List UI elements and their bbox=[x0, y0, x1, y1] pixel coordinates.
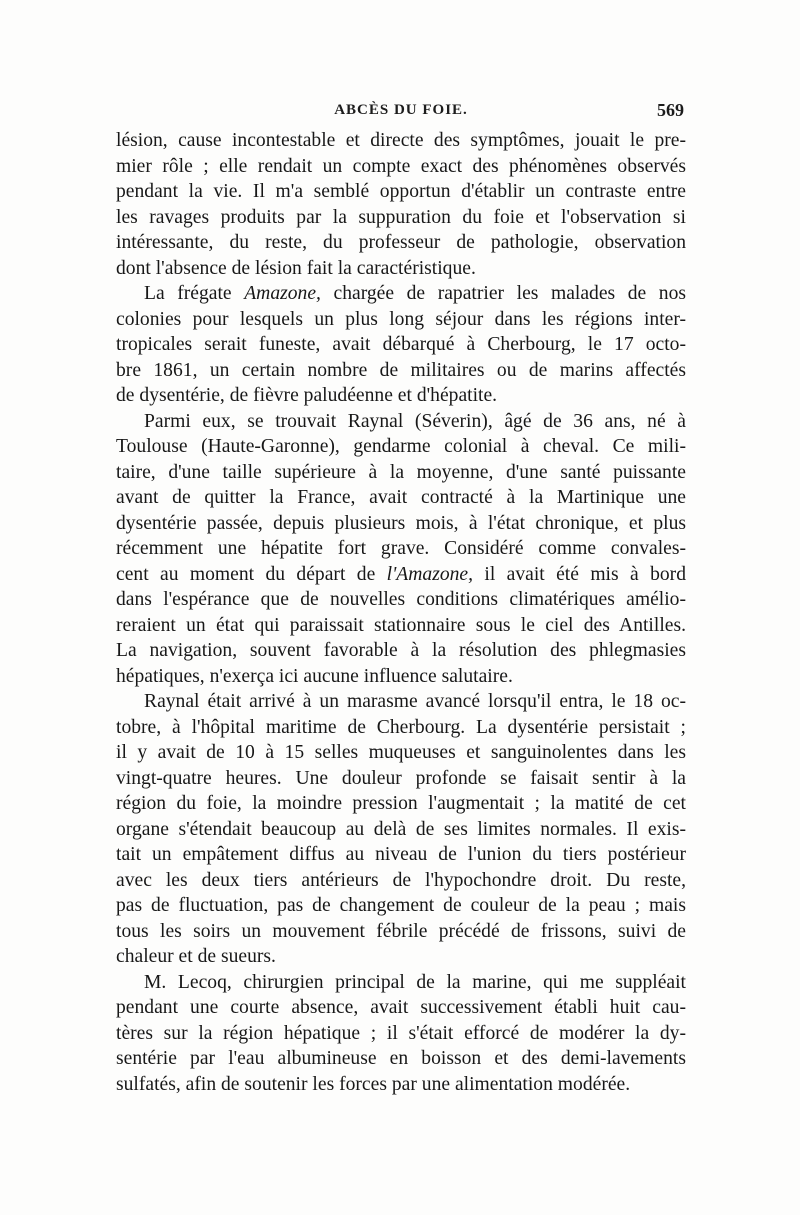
text-line: lésion, cause incontestable et directe des symptômes, jouait le pre- bbox=[116, 130, 686, 151]
page-number: 569 bbox=[657, 100, 684, 120]
text-line: tobre, à l'hôpital maritime de Cherbourg. La dysentérie persistait ; bbox=[116, 716, 686, 738]
text-line: organe s'étendait beaucoup au delà de ses limites normales. Il exis- bbox=[116, 818, 686, 840]
text-line: pendant une courte absence, avait successivement établi huit cau- bbox=[116, 997, 686, 1018]
text-segment: il avait été mis à bord bbox=[473, 563, 686, 585]
text-line: il y avait de 10 à 15 selles muqueuses et sanguinolentes dans les bbox=[116, 742, 686, 763]
paragraph bbox=[116, 281, 686, 409]
text-line: dysentérie passée, depuis plusieurs mois, à l'état chronique, et plus bbox=[116, 512, 686, 534]
text-line: Toulouse (Haute-Garonne), gendarme colonial à cheval. Ce mili- bbox=[116, 436, 686, 457]
text-line: les ravages produits par la suppuration du foie et l'observation si bbox=[116, 206, 686, 228]
text-line bbox=[116, 281, 686, 307]
text-line: colonies pour lesquels un plus long séjour dans les régions inter- bbox=[116, 308, 686, 330]
text-line: mier rôle ; elle rendait un compte exact des phénomènes observés bbox=[116, 155, 686, 177]
italic-segment: l'Amazone, bbox=[386, 563, 474, 585]
paragraph bbox=[116, 970, 686, 1098]
italic-segment: Amazone, bbox=[244, 283, 321, 304]
text-line: avec les deux tiers antérieurs de l'hypochondre droit. Du reste, bbox=[116, 869, 686, 891]
text-line: La navigation, souvent favorable à la résolution des phlegmasies bbox=[116, 640, 686, 661]
body-text bbox=[116, 128, 686, 1097]
running-head bbox=[118, 100, 684, 124]
text-line: hépatiques, n'exerça ici aucune influence salutaire. bbox=[116, 665, 513, 687]
text-line: bre 1861, un certain nombre de militaires ou de marins affectés bbox=[116, 359, 686, 381]
text-line: tères sur la région hépatique ; il s'était efforcé de modérer la dy- bbox=[116, 1022, 686, 1044]
text-line: tait un empâtement diffus au niveau de l'union du tiers postérieur bbox=[116, 844, 686, 865]
text-line bbox=[116, 562, 686, 588]
text-line: tropicales serait funeste, avait débarqué à Cherbourg, le 17 octo- bbox=[116, 334, 686, 355]
text-line: dans l'espérance que de nouvelles conditions climatériques amélio- bbox=[116, 589, 686, 610]
text-line: sulfatés, afin de soutenir les forces par une alimentation modérée. bbox=[116, 1073, 631, 1095]
text-segment: La frégate bbox=[144, 283, 245, 304]
text-line: Raynal était arrivé à un marasme avancé lorsqu'il entra, le 18 oc- bbox=[144, 691, 686, 712]
text-segment: chargée de rapatrier les malades de nos bbox=[320, 283, 687, 304]
paragraph bbox=[116, 409, 686, 690]
text-line: de dysentérie, de fièvre paludéenne et d'hépatite. bbox=[116, 385, 498, 406]
text-line: Parmi eux, se trouvait Raynal (Séverin), âgé de 36 ans, né à bbox=[144, 410, 686, 432]
text-segment: cent au moment du départ de bbox=[116, 563, 387, 585]
text-line: tous les soirs un mouvement fébrile précédé de frissons, suivi de bbox=[116, 920, 686, 942]
text-line: pendant la vie. Il m'a semblé opportun d'établir un contraste entre bbox=[116, 181, 686, 202]
running-title: ABCÈS DU FOIE. bbox=[334, 102, 468, 118]
text-line: dont l'absence de lésion fait la caractéristique. bbox=[116, 257, 476, 279]
text-line: reraient un état qui paraissait stationnaire sous le ciel des Antilles. bbox=[116, 614, 686, 636]
text-line: taire, d'une taille supérieure à la moyenne, d'une santé puissante bbox=[116, 461, 686, 483]
text-line: intéressante, du reste, du professeur de pathologie, observation bbox=[116, 232, 686, 253]
text-line: vingt-quatre heures. Une douleur profonde se faisait sentir à la bbox=[116, 767, 686, 789]
text-line: région du foie, la moindre pression l'augmentait ; la matité de cet bbox=[116, 793, 686, 814]
text-line: récemment une hépatite fort grave. Considéré comme convales- bbox=[116, 538, 686, 559]
text-line: chaleur et de sueurs. bbox=[116, 946, 276, 967]
text-line: sentérie par l'eau albumineuse en boisson et des demi-lavements bbox=[116, 1048, 686, 1069]
text-line: M. Lecoq, chirurgien principal de la marine, qui me suppléait bbox=[144, 971, 686, 993]
paragraph bbox=[116, 128, 686, 281]
text-line: pas de fluctuation, pas de changement de couleur de la peau ; mais bbox=[116, 895, 686, 916]
text-line: avant de quitter la France, avait contracté à la Martinique une bbox=[116, 487, 686, 508]
paragraph bbox=[116, 689, 686, 970]
